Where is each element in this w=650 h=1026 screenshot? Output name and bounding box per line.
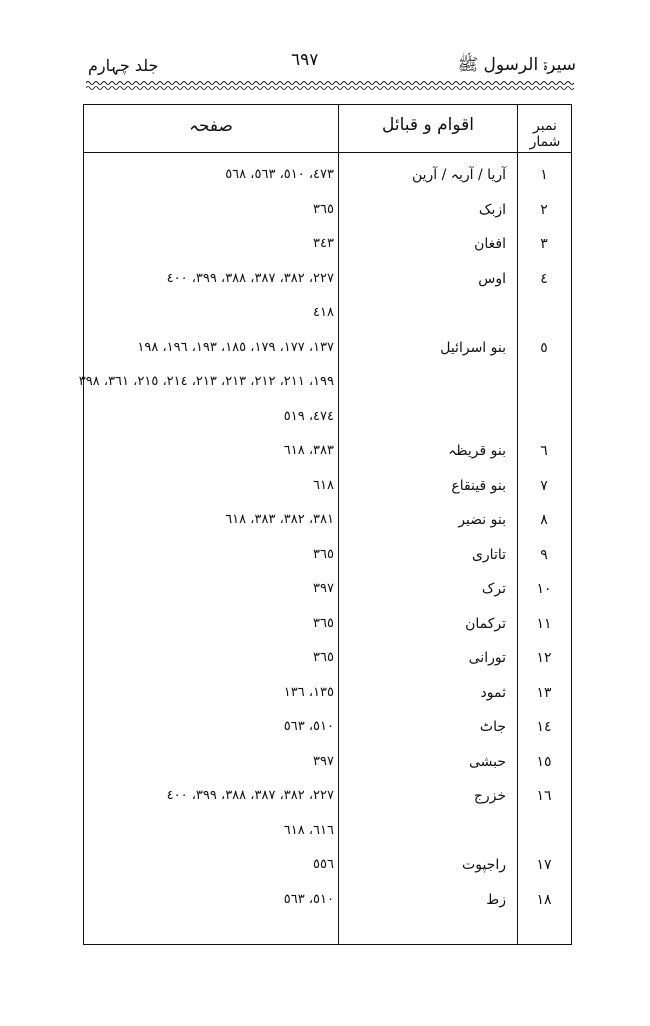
row-serial: ١	[540, 167, 548, 183]
row-page-refs: ٦١٦، ٦١٨	[283, 822, 334, 838]
book-title: سیرۃ الرسول ﷺ	[457, 55, 576, 75]
row-tribe-name: ترکمان	[465, 615, 506, 632]
row-page-refs: ١٣٥، ١٣٦	[283, 684, 334, 700]
row-serial: ٦	[540, 443, 548, 459]
volume-label: جلد چہارم	[88, 56, 159, 75]
tribes-column-header: اقوام و قبائل	[382, 115, 474, 135]
row-tribe-name: تورانی	[468, 650, 506, 666]
row-tribe-name: بنو نضیر	[458, 512, 506, 528]
row-serial: ٧	[540, 477, 548, 494]
row-page-refs: ٢٢٧، ٣٨٢، ٣٨٧، ٣٨٨، ٣٩٩، ٤٠٠	[166, 270, 334, 286]
row-page-refs: ٣٩٧	[313, 753, 334, 769]
row-tribe-name: ثمود	[480, 684, 506, 701]
index-table	[78, 104, 572, 945]
row-page-refs: ٤٧٣، ٥١٠، ٥٦٣، ٥٦٨	[225, 167, 334, 182]
row-tribe-name: راجپوت	[462, 857, 506, 873]
row-tribe-name: اوس	[478, 270, 506, 287]
row-page-refs: ٣٩٧	[313, 581, 334, 596]
row-serial: ١٤	[536, 719, 552, 735]
row-page-refs: ٤٧٤، ٥١٩	[283, 408, 334, 424]
row-page-refs: ٣٦٥	[313, 546, 334, 562]
row-page-refs: ٥٥٦	[313, 857, 334, 872]
row-serial: ١٨	[536, 891, 552, 908]
row-page-refs: ٢٢٧، ٣٨٢، ٣٨٧، ٣٨٨، ٣٩٩، ٤٠٠	[166, 788, 334, 803]
row-serial: ١٦	[536, 788, 552, 804]
row-tribe-name: بنو اسرائیل	[440, 339, 506, 356]
row-page-refs: ١٣٧، ١٧٧، ١٧٩، ١٨٥، ١٩٣، ١٩٦، ١٩٨	[137, 339, 334, 355]
row-page-refs: ٣٦٥	[313, 201, 334, 217]
row-tribe-name: جاٹ	[479, 719, 506, 735]
row-tribe-name: بنو قینقاع	[451, 477, 506, 494]
column-divider	[338, 105, 339, 944]
row-page-refs: ٤١٨	[313, 305, 334, 320]
row-serial: ١١	[536, 615, 552, 632]
row-serial: ١٠	[536, 581, 552, 597]
row-serial: ٩	[540, 546, 548, 563]
row-page-refs: ٣٨١، ٣٨٢، ٣٨٣، ٦١٨	[225, 512, 334, 527]
row-tribe-name: بنو قریظہ	[448, 443, 506, 459]
page-header	[86, 50, 576, 80]
row-tribe-name: ترک	[481, 581, 506, 597]
row-serial: ٨	[540, 512, 548, 528]
row-serial: ١٣	[536, 684, 552, 701]
row-page-refs: ٣٨٣، ٦١٨	[283, 443, 334, 458]
row-serial: ١٥	[536, 753, 552, 770]
row-serial: ٥	[540, 339, 548, 356]
row-serial: ٣	[540, 236, 548, 252]
row-serial: ٤	[540, 270, 548, 287]
row-tribe-name: تاتاری	[471, 546, 506, 563]
row-tribe-name: ازبک	[478, 201, 506, 218]
row-page-refs: ٣٦٥	[313, 650, 334, 665]
row-page-refs: ٥١٠، ٥٦٣	[283, 891, 334, 907]
column-divider	[517, 105, 518, 944]
row-tribe-name: افغان	[474, 236, 506, 252]
row-tribe-name: حبشی	[468, 753, 506, 770]
row-page-refs: ١٩٩، ٢١١، ٢١٢، ٢١٣، ٢١٣، ٢١٤، ٢١٥، ٣٦١، ٣٩٨	[78, 374, 334, 389]
serial-column-header: نمبر شمار	[529, 118, 561, 150]
row-tribe-name: خزرج	[473, 788, 506, 804]
decorative-rule	[86, 80, 576, 90]
row-tribe-name: آریا / آریہ / آرین	[411, 167, 506, 183]
row-serial: ٢	[540, 201, 548, 218]
row-page-refs: ٥١٠، ٥٦٣	[283, 719, 334, 734]
row-tribe-name: زط	[486, 891, 506, 908]
page-column-header: صفحہ	[189, 116, 233, 136]
header-divider	[84, 152, 571, 153]
row-page-refs: ٦١٨	[313, 477, 334, 493]
row-serial: ١٧	[536, 857, 552, 873]
row-serial: ١٢	[536, 650, 552, 666]
row-page-refs: ٣٤٣	[313, 236, 334, 251]
row-page-refs: ٣٦٥	[313, 615, 334, 631]
page-number: ٦٩٧	[291, 50, 319, 70]
